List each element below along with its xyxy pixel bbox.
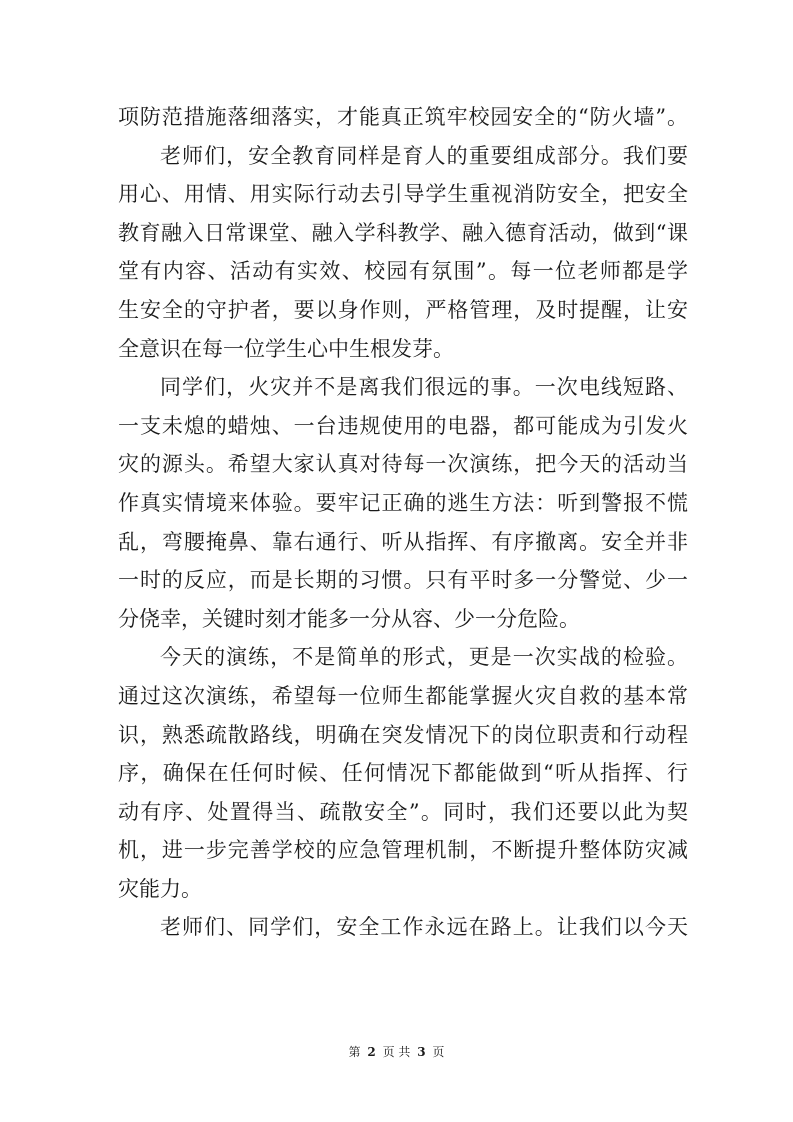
text-line: 乱，弯腰掩鼻、靠右通行、听从指挥、有序撤离。安全并非 (118, 529, 688, 554)
text-line: 动有序、处置得当、疏散安全”。同时，我们还要以此为契 (118, 799, 688, 824)
paragraph-end-line: 全意识在每一位学生心中生根发芽。 (118, 336, 454, 361)
text-line: 一时的反应，而是长期的习惯。只有平时多一分警觉、少一 (118, 568, 688, 593)
page-footer (0, 1043, 793, 1060)
total-page-count: 3 (417, 1045, 426, 1059)
footer-prefix: 第 (348, 1045, 361, 1059)
text-line: 识，熟悉疏散路线，明确在突发情况下的岗位职责和行动程 (118, 722, 688, 747)
text-line: 通过这次演练，希望每一位师生都能掌握火灾自救的基本常 (118, 683, 688, 708)
footer-suffix: 页 (432, 1045, 445, 1059)
text-line: 教育融入日常课堂、融入学科教学、融入德育活动，做到“课 (118, 220, 688, 245)
text-line: 灾的源头。希望大家认真对待每一次演练，把今天的活动当 (118, 452, 688, 477)
paragraph-start-line: 老师们、同学们，安全工作永远在路上。让我们以今天 (160, 915, 688, 940)
text-line: 机，进一步完善学校的应急管理机制，不断提升整体防灾减 (118, 838, 688, 863)
footer-middle: 页 共 (382, 1045, 411, 1059)
text-line: 项防范措施落细落实，才能真正筑牢校园安全的“防火墙”。 (118, 105, 688, 129)
paragraph-start-line: 老师们，安全教育同样是育人的重要组成部分。我们要 (160, 143, 688, 168)
paragraph-end-line: 分侥幸，关键时刻才能多一分从容、少一分危险。 (118, 606, 580, 631)
text-line: 作真实情境来体验。要牢记正确的逃生方法：听到警报不慌 (118, 490, 688, 515)
text-line: 用心、用情、用实际行动去引导学生重视消防安全，把安全 (118, 182, 688, 207)
paragraph-start-line: 同学们，火灾并不是离我们很远的事。一次电线短路、 (160, 375, 688, 400)
text-line: 生安全的守护者，要以身作则，严格管理，及时提醒，让安 (118, 297, 688, 322)
text-line: 堂有内容、活动有实效、校园有氛围”。每一位老师都是学 (118, 259, 688, 284)
text-line: 序，确保在任何时候、任何情况下都能做到“听从指挥、行 (118, 761, 688, 786)
text-line: 一支未熄的蜡烛、一台违规使用的电器，都可能成为引发火 (118, 413, 688, 438)
document-body (118, 98, 688, 947)
paragraph-end-line: 灾能力。 (118, 876, 202, 901)
current-page-number: 2 (367, 1045, 376, 1059)
paragraph-start-line: 今天的演练，不是简单的形式，更是一次实战的检验。 (160, 645, 688, 670)
